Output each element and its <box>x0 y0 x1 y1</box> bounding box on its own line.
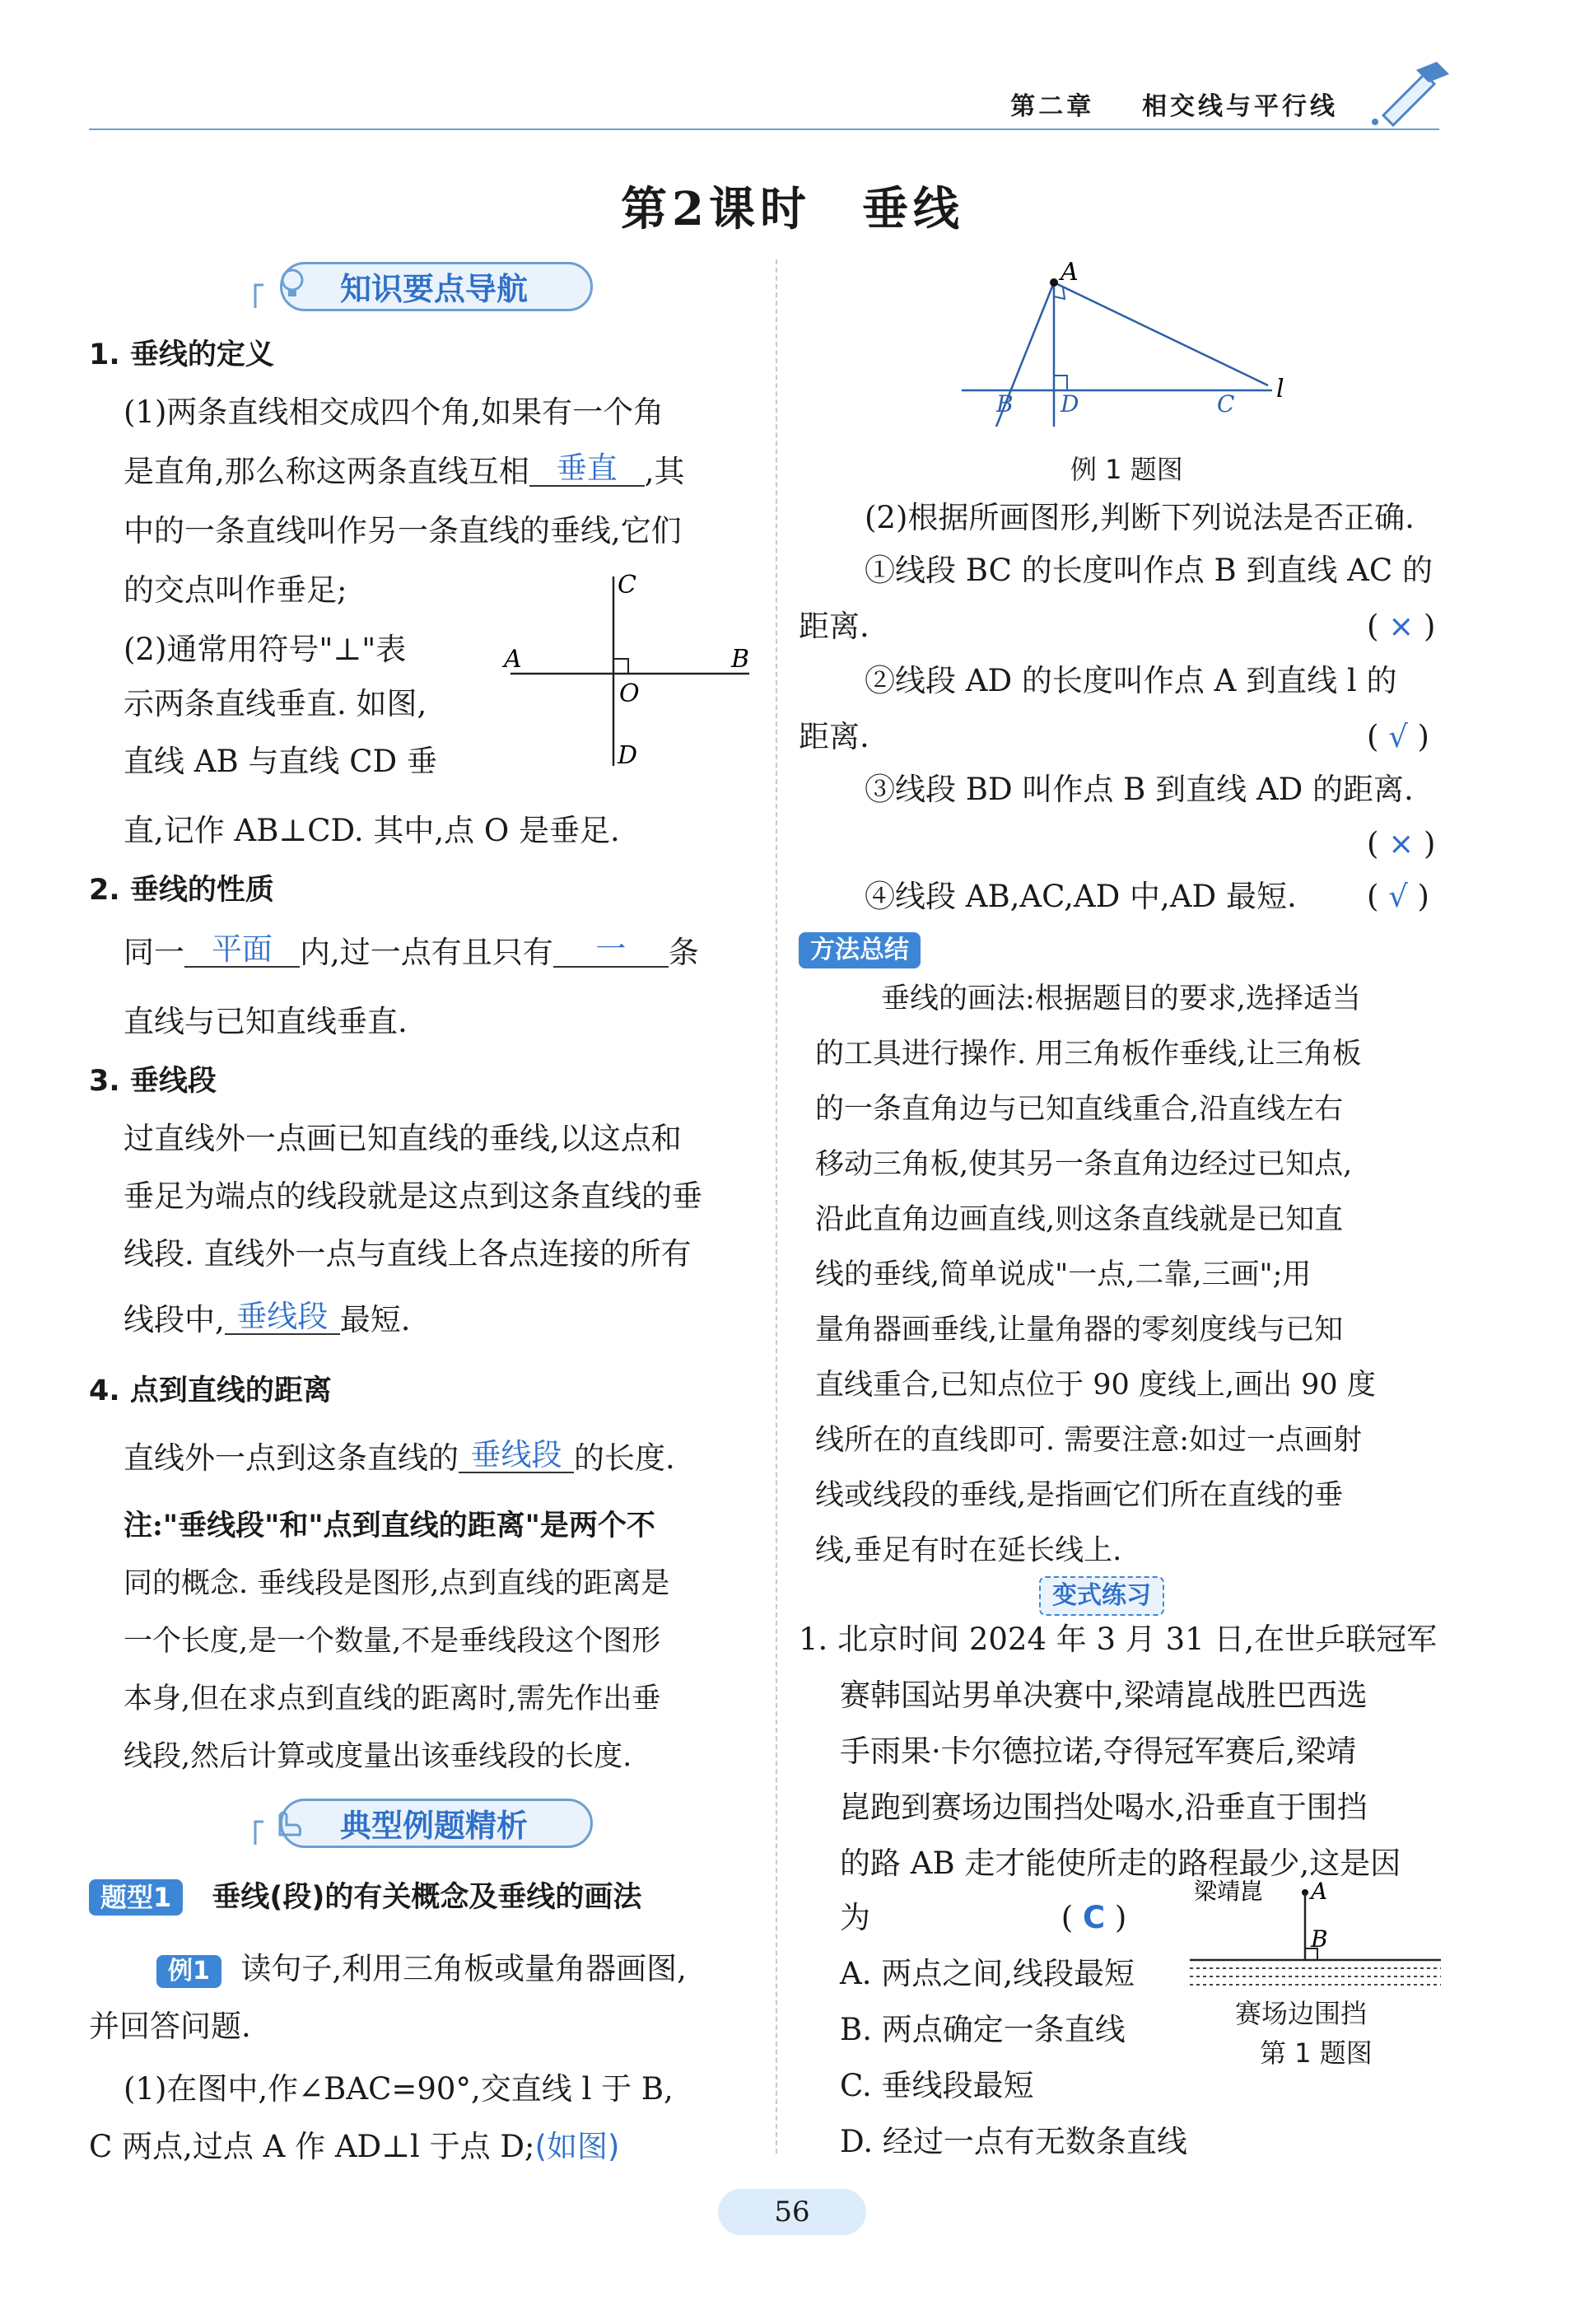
chapter-title: 相交线与平行线 <box>1142 92 1338 121</box>
example-line4-a: C 两点,过点 A 作 AD⊥l 于点 D; <box>89 2129 535 2164</box>
section-2-title: 2. 垂线的性质 <box>89 874 274 907</box>
method-line: 沿此直角边画直线,则这条直线就是已知直 <box>815 1203 1344 1236</box>
example-figure <box>947 262 1293 443</box>
p1-answer: C <box>1082 1900 1106 1935</box>
page-title: 第2课时 垂线 <box>621 182 964 236</box>
p1-line6-text: 为 <box>840 1900 870 1935</box>
method-line: 的一条直角边与已知直线重合,沿直线左右 <box>815 1093 1344 1126</box>
type-title: 垂线(段)的有关概念及垂线的画法 <box>212 1881 642 1914</box>
s2-line1-c: 条 <box>668 935 699 970</box>
lightbulb-icon <box>247 260 305 313</box>
example-tag: 例1 <box>156 1955 221 1988</box>
q2-item3-answer: ( × ) <box>1367 826 1436 861</box>
s4-line1-a: 直线外一点到这条直线的 <box>124 1440 459 1476</box>
s3-line3: 线段. 直线外一点与直线上各点连接的所有 <box>124 1236 692 1272</box>
answer-blank-perp-segment-2: 垂线段 <box>459 1439 574 1473</box>
q2-item2-answer: ( √ ) <box>1367 719 1429 754</box>
fig2-label-B: B <box>1311 1925 1328 1953</box>
p1-line5: 的路 AB 走才能使所走的路程最少,这是因 <box>840 1846 1401 1881</box>
s1-line7: 直线 AB 与直线 CD 垂 <box>124 744 437 779</box>
example-line4 <box>89 2120 619 2174</box>
banner-label: 知识要点导航 <box>340 271 529 307</box>
s1-line2-b: ,其 <box>644 454 685 489</box>
method-line: 量角器画垂线,让量角器的零刻度线与已知 <box>815 1314 1344 1346</box>
answer-blank-plane: 平面 <box>184 933 300 968</box>
fig1-label-A: A <box>1061 262 1079 287</box>
barrier-figure <box>1186 1869 1449 1993</box>
chapter-number: 第二章 <box>1010 92 1095 121</box>
fig1-caption: 例 1 题图 <box>1070 454 1183 485</box>
option-b: B. 两点确定一条直线 <box>840 2012 1126 2047</box>
option-c: C. 垂线段最短 <box>840 2068 1034 2103</box>
s1-line3: 中的一条直线叫作另一条直线的垂线,它们 <box>124 513 682 548</box>
q2-item2-mark: √ <box>1388 719 1408 754</box>
type-tag: 题型1 <box>89 1879 183 1916</box>
method-line: 垂线的画法:根据题目的要求,选择适当 <box>881 982 1361 1015</box>
example-line4-answer: (如图) <box>534 2129 620 2164</box>
s4-line1-b: 的长度. <box>574 1440 675 1476</box>
s3-line2: 垂足为端点的线段就是这点到这条直线的垂 <box>124 1178 702 1214</box>
header-rule <box>89 128 1439 130</box>
option-d: D. 经过一点有无数条直线 <box>840 2124 1187 2159</box>
s4-line1 <box>124 1431 675 1486</box>
s2-line1-b: 内,过一点有且只有 <box>300 935 553 970</box>
fig2-label-A: A <box>1311 1878 1328 1905</box>
s2-line2: 直线与已知直线垂直. <box>124 1004 408 1039</box>
note-line1: 注:"垂线段"和"点到直线的距离"是两个不 <box>124 1509 655 1542</box>
q2-item4-mark: √ <box>1388 879 1408 914</box>
q2-item1-answer: ( × ) <box>1367 609 1436 644</box>
option-a: A. 两点之间,线段最短 <box>840 1956 1135 1991</box>
banner-label-examples: 典型例题精析 <box>340 1808 529 1844</box>
example-line3: (1)在图中,作∠BAC=90°,交直线 l 于 B, <box>124 2071 674 2107</box>
note-line3: 一个长度,是一个数量,不是垂线段这个图形 <box>124 1625 661 1658</box>
knowledge-banner <box>280 262 593 311</box>
p1-line4: 崑跑到赛场边围挡处喝水,沿垂直于围挡 <box>840 1790 1368 1825</box>
s1-line6: 示两条直线垂直. 如图, <box>124 686 427 721</box>
label-C: C <box>618 571 636 600</box>
method-line: 线,垂足有时在延长线上. <box>815 1534 1122 1567</box>
page-number: 56 <box>718 2189 866 2235</box>
section-4-title: 4. 点到直线的距离 <box>89 1374 332 1407</box>
fig1-label-D: D <box>1061 390 1079 418</box>
s3-line4-a: 线段中, <box>124 1302 225 1337</box>
method-line: 线的垂线,简单说成"一点,二靠,三画";用 <box>815 1258 1312 1291</box>
method-line: 线所在的直线即可. 需要注意:如过一点画射 <box>815 1424 1363 1457</box>
method-summary <box>815 972 1449 1579</box>
section-1-title: 1. 垂线的定义 <box>89 338 274 371</box>
practice-tag-box <box>1039 1576 1164 1616</box>
method-line: 线或线段的垂线,是指画它们所在直线的垂 <box>815 1479 1344 1512</box>
q2-item1-mark: × <box>1388 609 1415 644</box>
q2-item1-a: ①线段 BC 的长度叫作点 B 到直线 AC 的 <box>865 553 1433 588</box>
examples-banner <box>280 1799 593 1848</box>
p1-line2: 赛韩国站男单决赛中,梁靖崑战胜巴西选 <box>840 1678 1368 1713</box>
column-divider <box>776 259 777 2154</box>
note-line2: 同的概念. 垂线段是图形,点到直线的距离是 <box>124 1567 670 1600</box>
q2-intro: (2)根据所画图形,判断下列说法是否正确. <box>865 500 1415 535</box>
pointing-hand-icon <box>247 1797 305 1850</box>
q2-item2-b: 距离. <box>799 719 869 754</box>
s1-line4: 的交点叫作垂足; <box>124 572 347 608</box>
example-line2: 并回答问题. <box>89 2009 251 2044</box>
fig2-person: 梁靖崑 <box>1194 1878 1264 1905</box>
chapter-header <box>1010 86 1338 122</box>
method-line: 的工具进行操作. 用三角板作垂线,让三角板 <box>815 1038 1362 1071</box>
method-line: 移动三角板,使其另一条直角边经过已知点, <box>815 1148 1353 1181</box>
q2-item2-a: ②线段 AD 的长度叫作点 A 到直线 l 的 <box>865 663 1397 698</box>
example-line1 <box>156 1942 687 1996</box>
s2-line1-a: 同一 <box>124 935 184 970</box>
label-D: D <box>618 741 638 770</box>
perpendicular-figure <box>494 568 766 782</box>
q2-item3-a: ③线段 BD 叫作点 B 到直线 AD 的距离. <box>865 772 1414 807</box>
s3-line4 <box>124 1293 411 1347</box>
method-line: 直线重合,已知点位于 90 度线上,画出 90 度 <box>815 1369 1376 1402</box>
q2-item3-mark: × <box>1388 826 1415 861</box>
s2-line1 <box>124 926 699 980</box>
p1-line6: 为 ( C ) <box>840 1900 1127 1935</box>
q2-item1-b: 距离. <box>799 609 869 644</box>
practice-tag: 变式练习 <box>1039 1576 1164 1616</box>
fig2-caption: 第 1 题图 <box>1260 2037 1373 2069</box>
s3-line1: 过直线外一点画已知直线的垂线,以这点和 <box>124 1121 682 1156</box>
label-A: A <box>504 645 522 674</box>
graduate-pencil-icon <box>1359 58 1457 132</box>
section-3-title: 3. 垂线段 <box>89 1065 217 1098</box>
s1-line2 <box>124 445 685 499</box>
note-line5: 线段,然后计算或度量出该垂线段的长度. <box>124 1740 632 1773</box>
answer-blank-perp-segment: 垂线段 <box>225 1300 340 1335</box>
label-B: B <box>731 645 750 674</box>
fig1-label-l: l <box>1276 375 1284 404</box>
p1-line1: 1. 北京时间 2024 年 3 月 31 日,在世乒联冠军 <box>799 1622 1438 1657</box>
fig1-label-C: C <box>1217 390 1235 418</box>
s1-line8: 直,记作 AB⊥CD. 其中,点 O 是垂足. <box>124 813 620 848</box>
example-line1-text: 读句子,利用三角板或量角器画图, <box>240 1951 687 1986</box>
method-tag: 方法总结 <box>799 932 921 968</box>
q2-item4-answer: ( √ ) <box>1367 879 1429 914</box>
answer-blank-perpendicular: 垂直 <box>529 452 645 487</box>
label-O: O <box>619 679 640 708</box>
answer-blank-one: 一 <box>553 933 669 968</box>
s1-line5: (2)通常用符号"⊥"表 <box>124 632 407 667</box>
fig1-label-B: B <box>996 390 1014 418</box>
question-type-row <box>89 1874 641 1916</box>
method-tag-box <box>799 932 921 968</box>
q2-item4-a: ④线段 AB,AC,AD 中,AD 最短. <box>865 879 1297 914</box>
note-line4: 本身,但在求点到直线的距离时,需先作出垂 <box>124 1682 661 1715</box>
fig2-board-label: 赛场边围挡 <box>1235 1998 1368 2029</box>
s1-line1: (1)两条直线相交成四个角,如果有一个角 <box>124 394 664 430</box>
p1-line3: 手雨果·卡尔德拉诺,夺得冠军赛后,梁靖 <box>840 1734 1357 1769</box>
s1-line2-a: 是直角,那么称这两条直线互相 <box>124 454 529 489</box>
s3-line4-b: 最短. <box>339 1302 411 1337</box>
